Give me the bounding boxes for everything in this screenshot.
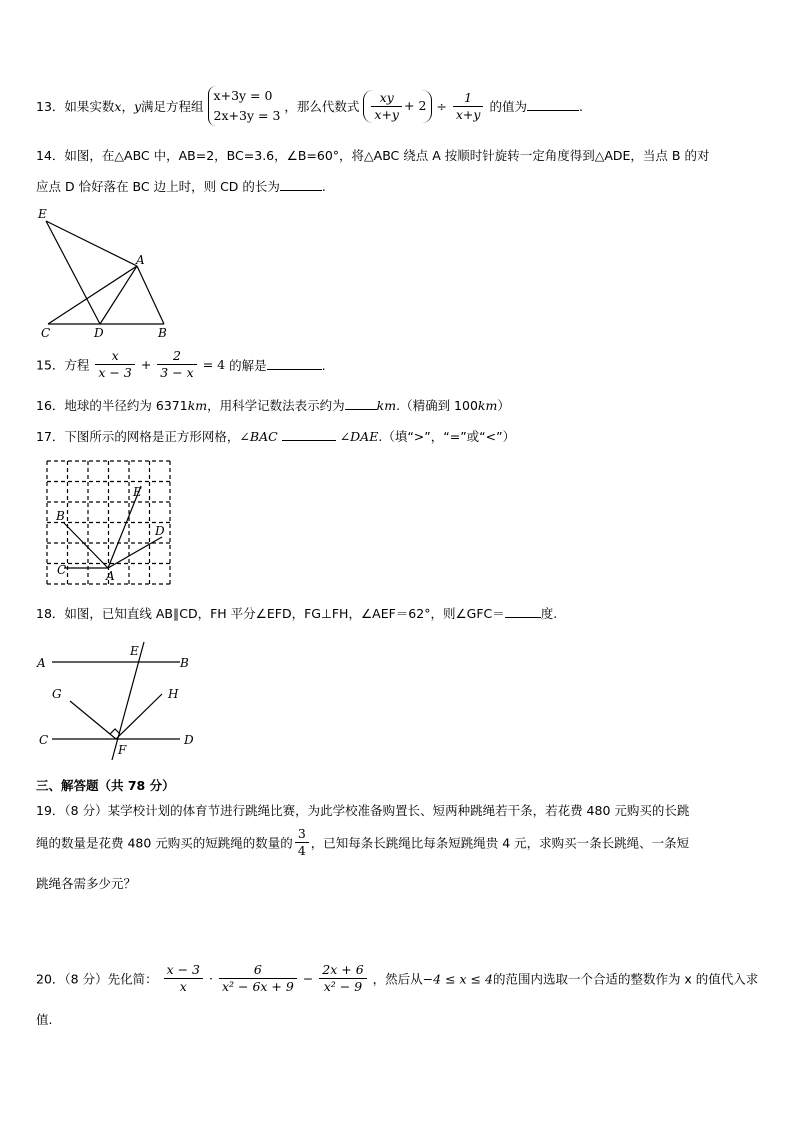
q16-text3: .（精确到 100 — [396, 398, 478, 413]
q13-frac1-den: x+y — [374, 106, 399, 122]
q17-text1: 17．下图所示的网格是正方形网格， — [36, 429, 240, 444]
q13-answer-blank — [527, 98, 579, 111]
q14-label-B: B — [158, 326, 167, 340]
q20-f2-den: x² − 6x + 9 — [221, 979, 294, 994]
q20-f2-num: 6 — [219, 962, 297, 979]
q20-range: −4 ≤ x ≤ 4 — [422, 971, 493, 987]
q17-text2: .（填“>”，“=”或“<”） — [378, 429, 516, 444]
q19-frac-den: 4 — [297, 843, 306, 858]
q15-answer-blank — [267, 357, 322, 370]
q17-answer-blank — [282, 428, 336, 441]
q14-label-A: A — [136, 253, 145, 267]
q14-answer-blank — [280, 178, 322, 191]
q18-label-E: E — [130, 644, 139, 658]
q13-suffix: 的值为 — [489, 99, 527, 114]
q20-f3-den: x² − 9 — [323, 979, 363, 994]
q17-label-D: D — [155, 524, 165, 538]
q13-end: . — [578, 99, 583, 114]
q17-label-B: B — [56, 509, 65, 523]
q18-text2: 度. — [540, 606, 558, 621]
q18-ray-FG — [70, 701, 116, 739]
q17-angle-dae: ∠DAE — [339, 429, 379, 444]
question-16 — [36, 396, 510, 414]
q17-ray-AB — [64, 523, 108, 568]
q13-eq1: x+3y = 0 — [213, 88, 273, 103]
q17-label-C: C — [57, 563, 67, 577]
q19-line3: 跳绳各需多少元？ — [36, 876, 137, 891]
q15-end: . — [321, 357, 326, 373]
q14-label-E: E — [38, 207, 47, 221]
question-17 — [36, 427, 515, 445]
q15-suffix: 的解是 — [229, 357, 267, 373]
q17-label-E: E — [133, 485, 142, 499]
q18-label-C: C — [39, 733, 49, 747]
q13-prefix: 13．如果实数 — [36, 99, 115, 114]
q18-text1: 18．如图，已知直线 AB∥CD，FH 平分∠EFD，FG⊥FH，∠AEF＝62°，则∠GFC＝ — [36, 606, 505, 621]
q18-right-angle-mark — [110, 729, 120, 734]
q13-var-y: y — [133, 99, 142, 114]
q20-suffix: 的范围内选取一个合适的整数作为 x 的值代入求 — [492, 971, 759, 987]
q14-seg-DA — [100, 266, 137, 324]
q17-label-A: A — [106, 569, 115, 583]
q20-dot: · — [209, 971, 213, 986]
q13-mid: 满足方程组 — [141, 99, 204, 114]
q13-plus2: + 2 — [404, 97, 427, 113]
q18-figure — [34, 636, 204, 776]
q14-seg-AB — [137, 266, 164, 324]
q14-seg-EA — [46, 221, 137, 266]
q14-seg-CA — [48, 266, 137, 324]
q20-prefix: 20．（8 分）先化简： — [36, 971, 158, 987]
q16-unit2: km — [376, 398, 397, 413]
q14-label-C: C — [41, 326, 51, 340]
q14-figure — [34, 204, 174, 340]
q16-answer-blank — [345, 397, 377, 410]
q13-frac2-den: x+y — [455, 106, 481, 122]
q18-line-EF — [112, 642, 144, 760]
q13-paren-expr — [363, 90, 432, 123]
q19-line1: 19．（8 分）某学校计划的体育节进行跳绳比赛，为此学校准备购置长、短两种跳绳若干条，若花费 480 元购买的长跳 — [36, 803, 690, 818]
q16-text4: ） — [497, 398, 510, 413]
q14-line1: 14．如图，在△ABC 中，AB=2，BC=3.6，∠B=60°，将△ABC 绕点 A 按顺时针旋转一定角度得到△ADE，当点 B 的对 — [36, 148, 710, 163]
q19-frac-num: 3 — [295, 826, 309, 843]
q15-f1-den: x − 3 — [98, 365, 132, 380]
q13-div: ÷ — [436, 98, 447, 114]
q16-text1: 16．地球的半径约为 6371 — [36, 398, 188, 413]
question-20 — [36, 962, 758, 995]
section-3-heading: 三、解答题（共 78 分） — [36, 778, 175, 793]
q16-unit1: km — [187, 398, 208, 413]
q18-label-B: B — [180, 656, 189, 670]
q18-ray-FH — [116, 694, 162, 739]
q20-mid: ，然后从 — [372, 971, 423, 987]
q19-line2 — [36, 826, 689, 859]
q20-f1-den: x — [179, 979, 187, 994]
q18-label-F: F — [118, 743, 127, 757]
q18-answer-blank — [505, 605, 541, 618]
q20-line2: 值. — [36, 1012, 53, 1027]
question-15 — [36, 348, 326, 381]
q14-line2 — [36, 177, 326, 195]
q13-eq2: 2x+3y = 3 — [213, 108, 281, 123]
q17-grid-figure — [44, 458, 174, 588]
q13-comma: ， — [121, 99, 134, 114]
q14-label-D: D — [94, 326, 104, 340]
q15-f2-num: 2 — [157, 348, 196, 365]
q14-seg-ED — [46, 221, 100, 324]
q19-line2-rest: ，已知每条长跳绳比每条短跳绳贵 4 元，求购买一条长跳绳、一条短 — [310, 835, 690, 851]
question-13 — [36, 86, 583, 126]
q19-line2-text: 绳的数量是花费 480 元购买的短跳绳的数量的 — [36, 835, 293, 851]
q13-equation-system — [208, 86, 281, 126]
q20-minus: − — [302, 971, 314, 986]
q16-unit3: km — [477, 398, 498, 413]
q14-line2-text: 应点 D 恰好落在 BC 边上时，则 CD 的长为 — [36, 179, 280, 194]
q13-after: ，那么代数式 — [284, 99, 360, 114]
question-18 — [36, 604, 557, 622]
q13-frac2-num: 1 — [453, 90, 484, 107]
q16-text2: ，用科学记数法表示约为 — [207, 398, 345, 413]
q18-label-D: D — [184, 733, 194, 747]
q15-f1-num: x — [95, 348, 134, 365]
q13-frac1-num: xy — [371, 90, 402, 107]
q20-f3-num: 2x + 6 — [319, 962, 366, 979]
q14-end: . — [321, 179, 326, 194]
q15-f2-den: 3 − x — [160, 365, 194, 380]
q15-eq: = 4 — [202, 357, 226, 372]
q20-f1-num: x − 3 — [164, 962, 203, 979]
q15-plus: + — [140, 357, 152, 372]
q13-var-x: x — [114, 99, 122, 114]
q15-prefix: 15．方程 — [36, 357, 90, 373]
q18-label-H: H — [168, 687, 179, 701]
q18-label-G: G — [52, 687, 62, 701]
q18-label-A: A — [37, 656, 46, 670]
q17-angle-bac: ∠BAC — [239, 429, 278, 444]
